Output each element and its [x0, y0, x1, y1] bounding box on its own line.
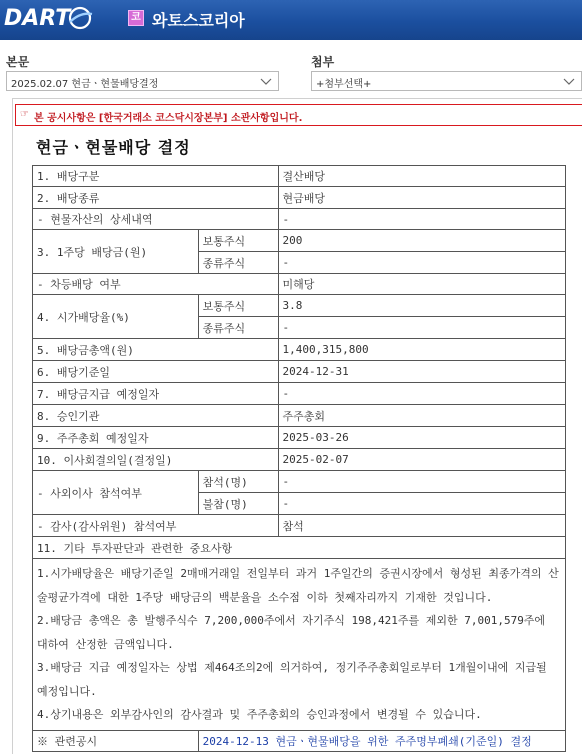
row-label: 5. 배당금총액(원) — [33, 339, 279, 361]
related-disclosure-link[interactable]: 2024-12-13 현금ㆍ현물배당을 위한 주주명부폐쇄(기준일) 결정 — [198, 730, 565, 751]
corp-market-badge: 코 — [128, 10, 144, 26]
attachment-select-value: +첨부선택+ — [316, 79, 372, 90]
important-notes — [33, 559, 566, 731]
notice-text: 본 공시사항은 [한국거래소 코스닥시장본부] 소관사항입니다. — [34, 113, 303, 124]
table-row — [33, 449, 566, 471]
note-item: 1.시가배당율은 배당기준일 2매매거래일 전일부터 과거 1주일간의 증권시장에서 형성된 최종가격의 산술평균가격에 대한 1주당 배당금의 백분율을 소수점 이하 첫째자리까지 기재한 것입니다. — [37, 567, 559, 604]
row-label: 8. 승인기관 — [33, 405, 279, 427]
row-value: - — [278, 317, 566, 339]
row-sublabel: 종류주식 — [198, 317, 278, 339]
table-row — [33, 209, 566, 230]
main-document-label: 본문 — [6, 55, 30, 69]
row-value: 2025-03-26 — [278, 427, 566, 449]
row-label: 10. 이사회결의일(결정일) — [33, 449, 279, 471]
row-value: - — [278, 493, 566, 515]
row-value: 2025-02-07 — [278, 449, 566, 471]
table-row — [33, 166, 566, 187]
row-value: 현금배당 — [278, 187, 566, 209]
table-row — [33, 295, 566, 317]
note-item: 3.배당금 지급 예정일자는 상법 제464조의2에 의거하여, 정기주주총회일로부터 1개월이내에 지급될 예정입니다. — [37, 661, 547, 698]
row-label: 7. 배당금지급 예정일자 — [33, 383, 279, 405]
dart-logo[interactable]: DART — [4, 6, 71, 31]
company-name: 와토스코리아 — [152, 11, 245, 30]
table-row — [33, 471, 566, 493]
row-value: 200 — [278, 230, 566, 252]
top-header-bar — [0, 0, 582, 40]
table-row — [33, 187, 566, 209]
row-sublabel: 보통주식 — [198, 295, 278, 317]
table-row — [33, 230, 566, 252]
row-value: - — [278, 471, 566, 493]
row-value: - — [278, 383, 566, 405]
row-value: 결산배당 — [278, 166, 566, 187]
row-label: 2. 배당종류 — [33, 187, 279, 209]
table-row — [33, 361, 566, 383]
table-row — [33, 274, 566, 295]
table-row — [33, 730, 566, 751]
chevron-down-icon — [563, 75, 575, 87]
row-label: 3. 1주당 배당금(원) — [33, 230, 199, 274]
table-row — [33, 559, 566, 731]
row-sublabel: 불참(명) — [198, 493, 278, 515]
row-sublabel: 종류주식 — [198, 252, 278, 274]
main-document-select[interactable] — [6, 71, 279, 91]
chevron-down-icon — [260, 75, 272, 87]
note-item: 2.배당금 총액은 총 발행주식수 7,200,000주에서 자기주식 198,421주를 제외한 7,001,579주에 대하여 산정한 금액입니다. — [37, 614, 546, 651]
table-row — [33, 515, 566, 537]
row-value: 참석 — [278, 515, 566, 537]
row-label: 4. 시가배당율(%) — [33, 295, 199, 339]
related-disclosure-label: ※ 관련공시 — [33, 730, 199, 751]
row-sublabel: 참석(명) — [198, 471, 278, 493]
row-label: - 현물자산의 상세내역 — [33, 209, 279, 230]
table-row — [33, 405, 566, 427]
row-value: 주주총회 — [278, 405, 566, 427]
row-label: - 차등배당 여부 — [33, 274, 279, 295]
pointing-hand-icon: ☞ — [20, 109, 29, 120]
dart-logo-swoosh-icon — [66, 6, 94, 30]
table-row — [33, 383, 566, 405]
attachment-label: 첨부 — [311, 55, 335, 69]
row-sublabel: 보통주식 — [198, 230, 278, 252]
row-label: 11. 기타 투자판단과 관련한 중요사항 — [33, 537, 566, 559]
table-row — [33, 339, 566, 361]
disclosure-table — [32, 165, 566, 752]
row-label: 1. 배당구분 — [33, 166, 279, 187]
jurisdiction-notice — [15, 104, 582, 126]
document-title: 현금ㆍ현물배당 결정 — [36, 138, 191, 157]
row-label: 6. 배당기준일 — [33, 361, 279, 383]
row-label: 9. 주주총회 예정일자 — [33, 427, 279, 449]
attachment-select[interactable] — [311, 71, 582, 91]
table-row — [33, 537, 566, 559]
row-value: - — [278, 252, 566, 274]
row-label: - 감사(감사위원) 참석여부 — [33, 515, 279, 537]
row-value: - — [278, 209, 566, 230]
row-value: 2024-12-31 — [278, 361, 566, 383]
note-item: 4.상기내용은 외부감사인의 감사결과 및 주주총회의 승인과정에서 변경될 수 있습니다. — [37, 708, 482, 721]
row-value: 3.8 — [278, 295, 566, 317]
main-document-select-value: 2025.02.07 현금ㆍ현물배당결정 — [11, 79, 159, 90]
row-label: - 사외이사 참석여부 — [33, 471, 199, 515]
row-value: 미해당 — [278, 274, 566, 295]
table-row — [33, 427, 566, 449]
row-value: 1,400,315,800 — [278, 339, 566, 361]
